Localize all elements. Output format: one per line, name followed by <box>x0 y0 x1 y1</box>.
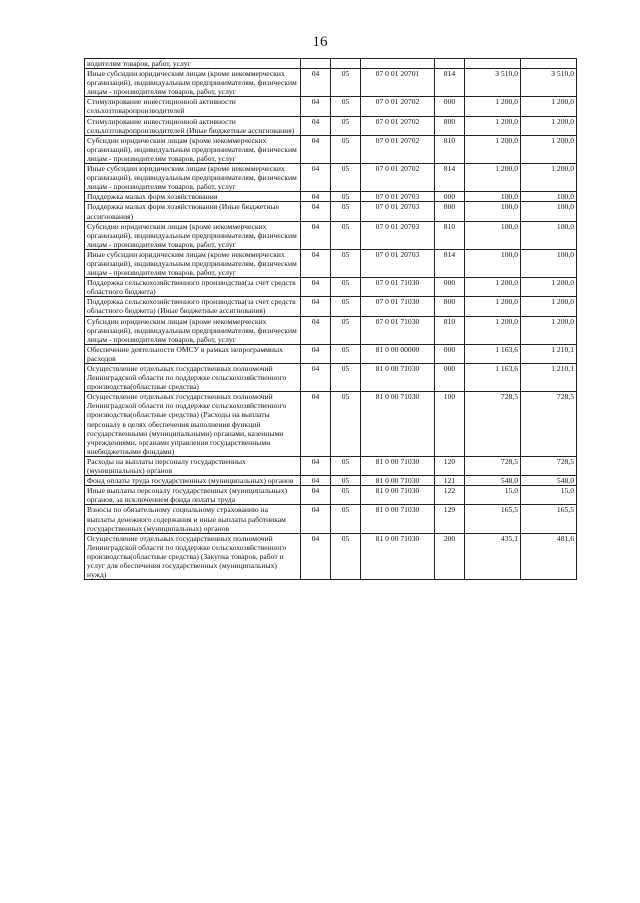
table-row <box>85 456 577 475</box>
row-name-cell: водителям товаров, работ, услуг <box>85 59 301 69</box>
amount-year1-cell: 1 200,0 <box>465 164 521 192</box>
amount-year2-cell <box>521 59 577 69</box>
amount-year2-cell: 728,5 <box>521 456 577 475</box>
expense-type-cell: 122 <box>435 486 465 505</box>
section-code-cell: 04 <box>301 221 331 249</box>
expense-type-cell: 000 <box>435 97 465 116</box>
target-article-cell: 07 0 01 20703 <box>361 192 435 202</box>
page-number: 16 <box>312 34 328 50</box>
target-article-cell: 07 0 01 71030 <box>361 278 435 297</box>
subsection-code-cell: 05 <box>331 486 361 505</box>
table-row <box>85 221 577 249</box>
subsection-code-cell: 05 <box>331 344 361 363</box>
row-name-cell: Осуществление отдельных государственных полномочий Ленинградской области по поддержке сельскохозяйственного производства(областные средства) <box>85 364 301 392</box>
table-row <box>85 69 577 97</box>
expense-type-cell: 800 <box>435 116 465 135</box>
section-code-cell: 04 <box>301 297 331 316</box>
amount-year1-cell: 728,5 <box>465 456 521 475</box>
amount-year2-cell: 1 200,0 <box>521 297 577 316</box>
table-row <box>85 192 577 202</box>
table-row <box>85 344 577 363</box>
expense-type-cell: 200 <box>435 533 465 579</box>
amount-year1-cell: 15,0 <box>465 486 521 505</box>
subsection-code-cell: 05 <box>331 164 361 192</box>
subsection-code-cell <box>331 59 361 69</box>
subsection-code-cell: 05 <box>331 456 361 475</box>
table-row <box>85 505 577 533</box>
expense-type-cell: 810 <box>435 135 465 163</box>
row-name-cell: Поддержка малых форм хозяйствования <box>85 192 301 202</box>
amount-year1-cell: 728,5 <box>465 392 521 457</box>
section-code-cell: 04 <box>301 164 331 192</box>
subsection-code-cell: 05 <box>331 364 361 392</box>
row-name-cell: Стимулирование инвестиционной активности сельхозтоваропроизводителей (Иные бюджетные ассигнования) <box>85 116 301 135</box>
amount-year1-cell: 1 200,0 <box>465 316 521 344</box>
amount-year2-cell: 165,5 <box>521 505 577 533</box>
target-article-cell: 81 0 00 71030 <box>361 476 435 486</box>
table-row <box>85 476 577 486</box>
row-name-cell: Осуществление отдельных государственных полномочий Ленинградской области по поддержке сельскохозяйственного производства(областные средства) (Расходы на выплаты персоналу в целях обеспечения выполнения функций государственными (муниципальными) органами, казенными учреждениями, органами управления государственными внебюджетными фондами) <box>85 392 301 457</box>
amount-year1-cell: 3 510,0 <box>465 69 521 97</box>
expense-type-cell: 000 <box>435 344 465 363</box>
row-name-cell: Субсидии юридическим лицам (кроме некоммерческих организаций), индивидуальным предпринимателям, физическим лицам - производителям товаров, работ, услуг <box>85 135 301 163</box>
amount-year2-cell: 1 210,1 <box>521 364 577 392</box>
section-code-cell <box>301 59 331 69</box>
amount-year2-cell: 100,0 <box>521 192 577 202</box>
section-code-cell: 04 <box>301 456 331 475</box>
target-article-cell: 07 0 01 20701 <box>361 69 435 97</box>
subsection-code-cell: 05 <box>331 192 361 202</box>
row-name-cell: Поддержка малых форм хозяйствования (Иные бюджетные ассигнования) <box>85 202 301 221</box>
amount-year2-cell: 1 200,0 <box>521 97 577 116</box>
row-name-cell: Иные субсидии юридическим лицам (кроме некоммерческих организаций), индивидуальным предпринимателям, физическим лицам - производителям товаров, работ, услуг <box>85 249 301 277</box>
amount-year1-cell: 1 200,0 <box>465 97 521 116</box>
budget-table <box>84 58 577 580</box>
amount-year1-cell: 1 200,0 <box>465 297 521 316</box>
target-article-cell: 81 0 00 71030 <box>361 364 435 392</box>
amount-year2-cell: 3 510,0 <box>521 69 577 97</box>
target-article-cell <box>361 59 435 69</box>
expense-type-cell: 121 <box>435 476 465 486</box>
row-name-cell: Осуществление отдельных государственных полномочий Ленинградской области по поддержке сельскохозяйственного производства(областные средства) (Закупка товаров, работ и услуг для обеспечения государственных (муниципальных) нужд) <box>85 533 301 579</box>
target-article-cell: 07 0 01 20703 <box>361 221 435 249</box>
table-row <box>85 297 577 316</box>
amount-year1-cell: 100,0 <box>465 192 521 202</box>
section-code-cell: 04 <box>301 97 331 116</box>
table-row <box>85 202 577 221</box>
row-name-cell: Взносы по обязательному социальному страхованию на выплаты денежного содержания и иные выплаты работникам государственных (муниципальных) органов <box>85 505 301 533</box>
target-article-cell: 07 0 01 20702 <box>361 135 435 163</box>
expense-type-cell: 120 <box>435 456 465 475</box>
subsection-code-cell: 05 <box>331 221 361 249</box>
amount-year1-cell: 435,1 <box>465 533 521 579</box>
subsection-code-cell: 05 <box>331 202 361 221</box>
section-code-cell: 04 <box>301 476 331 486</box>
section-code-cell: 04 <box>301 486 331 505</box>
table-row <box>85 486 577 505</box>
row-name-cell: Иные субсидии юридическим лицам (кроме некоммерческих организаций), индивидуальным предпринимателям, физическим лицам - производителям товаров, работ, услуг <box>85 164 301 192</box>
subsection-code-cell: 05 <box>331 278 361 297</box>
row-name-cell: Иные субсидии юридическим лицам (кроме некоммерческих организаций), индивидуальным предпринимателям, физическим лицам - производителям товаров, работ, услуг <box>85 69 301 97</box>
amount-year2-cell: 100,0 <box>521 221 577 249</box>
row-name-cell: Расходы на выплаты персоналу государственных (муниципальных) органов <box>85 456 301 475</box>
table-row <box>85 116 577 135</box>
target-article-cell: 07 0 01 20702 <box>361 97 435 116</box>
amount-year1-cell: 1 163,6 <box>465 344 521 363</box>
expense-type-cell: 000 <box>435 192 465 202</box>
amount-year1-cell <box>465 59 521 69</box>
section-code-cell: 04 <box>301 249 331 277</box>
amount-year2-cell: 1 200,0 <box>521 135 577 163</box>
target-article-cell: 81 0 00 71030 <box>361 392 435 457</box>
expense-type-cell: 810 <box>435 316 465 344</box>
subsection-code-cell: 05 <box>331 135 361 163</box>
subsection-code-cell: 05 <box>331 249 361 277</box>
subsection-code-cell: 05 <box>331 476 361 486</box>
section-code-cell: 04 <box>301 364 331 392</box>
expense-type-cell: 000 <box>435 364 465 392</box>
table-row <box>85 364 577 392</box>
target-article-cell: 07 0 01 20703 <box>361 249 435 277</box>
expense-type-cell <box>435 59 465 69</box>
section-code-cell: 04 <box>301 533 331 579</box>
target-article-cell: 07 0 01 20702 <box>361 116 435 135</box>
table-row <box>85 533 577 579</box>
row-name-cell: Фонд оплаты труда государственных (муниципальных) органов <box>85 476 301 486</box>
expense-type-cell: 129 <box>435 505 465 533</box>
section-code-cell: 04 <box>301 116 331 135</box>
amount-year1-cell: 165,5 <box>465 505 521 533</box>
row-name-cell: Поддержка сельскохозяйственного производства(за счет средств областного бюджета) <box>85 278 301 297</box>
subsection-code-cell: 05 <box>331 533 361 579</box>
section-code-cell: 04 <box>301 344 331 363</box>
amount-year2-cell: 1 200,0 <box>521 164 577 192</box>
expense-type-cell: 000 <box>435 278 465 297</box>
section-code-cell: 04 <box>301 192 331 202</box>
amount-year2-cell: 481,6 <box>521 533 577 579</box>
expense-type-cell: 814 <box>435 69 465 97</box>
table-row <box>85 249 577 277</box>
amount-year1-cell: 100,0 <box>465 221 521 249</box>
row-name-cell: Стимулирование инвестиционной активности сельхозтоваропроизводителей <box>85 97 301 116</box>
amount-year1-cell: 100,0 <box>465 249 521 277</box>
amount-year2-cell: 728,5 <box>521 392 577 457</box>
row-name-cell: Субсидии юридическим лицам (кроме некоммерческих организаций), индивидуальным предпринимателям, физическим лицам - производителям товаров, работ, услуг <box>85 316 301 344</box>
expense-type-cell: 100 <box>435 392 465 457</box>
amount-year2-cell: 100,0 <box>521 249 577 277</box>
table-row <box>85 59 577 69</box>
amount-year2-cell: 1 200,0 <box>521 278 577 297</box>
row-name-cell: Иные выплаты персоналу государственных (муниципальных) органов, за исключением фонда оплаты труда <box>85 486 301 505</box>
row-name-cell: Субсидии юридическим лицам (кроме некоммерческих организаций), индивидуальным предпринимателям, физическим лицам - производителям товаров, работ, услуг <box>85 221 301 249</box>
target-article-cell: 07 0 01 71030 <box>361 316 435 344</box>
target-article-cell: 81 0 00 71030 <box>361 486 435 505</box>
amount-year1-cell: 1 200,0 <box>465 135 521 163</box>
amount-year2-cell: 1 200,0 <box>521 116 577 135</box>
target-article-cell: 81 0 00 00000 <box>361 344 435 363</box>
table-row <box>85 316 577 344</box>
table-row <box>85 278 577 297</box>
subsection-code-cell: 05 <box>331 316 361 344</box>
expense-type-cell: 800 <box>435 297 465 316</box>
expense-type-cell: 814 <box>435 249 465 277</box>
section-code-cell: 04 <box>301 392 331 457</box>
expense-type-cell: 814 <box>435 164 465 192</box>
subsection-code-cell: 05 <box>331 392 361 457</box>
table-row <box>85 135 577 163</box>
target-article-cell: 07 0 01 71030 <box>361 297 435 316</box>
section-code-cell: 04 <box>301 505 331 533</box>
section-code-cell: 04 <box>301 69 331 97</box>
section-code-cell: 04 <box>301 278 331 297</box>
amount-year1-cell: 100,0 <box>465 202 521 221</box>
target-article-cell: 81 0 00 71030 <box>361 533 435 579</box>
row-name-cell: Обеспечение деятельности ОМСУ в рамках непрограммных расходов <box>85 344 301 363</box>
row-name-cell: Поддержка сельскохозяйственного производства(за счет средств областного бюджета) (Иные бюджетные ассигнования) <box>85 297 301 316</box>
amount-year2-cell: 15,0 <box>521 486 577 505</box>
expense-type-cell: 810 <box>435 221 465 249</box>
target-article-cell: 81 0 00 71030 <box>361 456 435 475</box>
amount-year1-cell: 1 163,6 <box>465 364 521 392</box>
expense-type-cell: 800 <box>435 202 465 221</box>
subsection-code-cell: 05 <box>331 69 361 97</box>
amount-year2-cell: 1 210,1 <box>521 344 577 363</box>
amount-year1-cell: 1 200,0 <box>465 116 521 135</box>
target-article-cell: 07 0 01 20703 <box>361 202 435 221</box>
amount-year2-cell: 100,0 <box>521 202 577 221</box>
table-row <box>85 97 577 116</box>
target-article-cell: 81 0 00 71030 <box>361 505 435 533</box>
subsection-code-cell: 05 <box>331 297 361 316</box>
amount-year2-cell: 548,0 <box>521 476 577 486</box>
subsection-code-cell: 05 <box>331 97 361 116</box>
section-code-cell: 04 <box>301 202 331 221</box>
table-row <box>85 392 577 457</box>
subsection-code-cell: 05 <box>331 116 361 135</box>
section-code-cell: 04 <box>301 135 331 163</box>
amount-year1-cell: 1 200,0 <box>465 278 521 297</box>
table-row <box>85 164 577 192</box>
amount-year2-cell: 1 200,0 <box>521 316 577 344</box>
subsection-code-cell: 05 <box>331 505 361 533</box>
amount-year1-cell: 548,0 <box>465 476 521 486</box>
section-code-cell: 04 <box>301 316 331 344</box>
target-article-cell: 07 0 01 20702 <box>361 164 435 192</box>
